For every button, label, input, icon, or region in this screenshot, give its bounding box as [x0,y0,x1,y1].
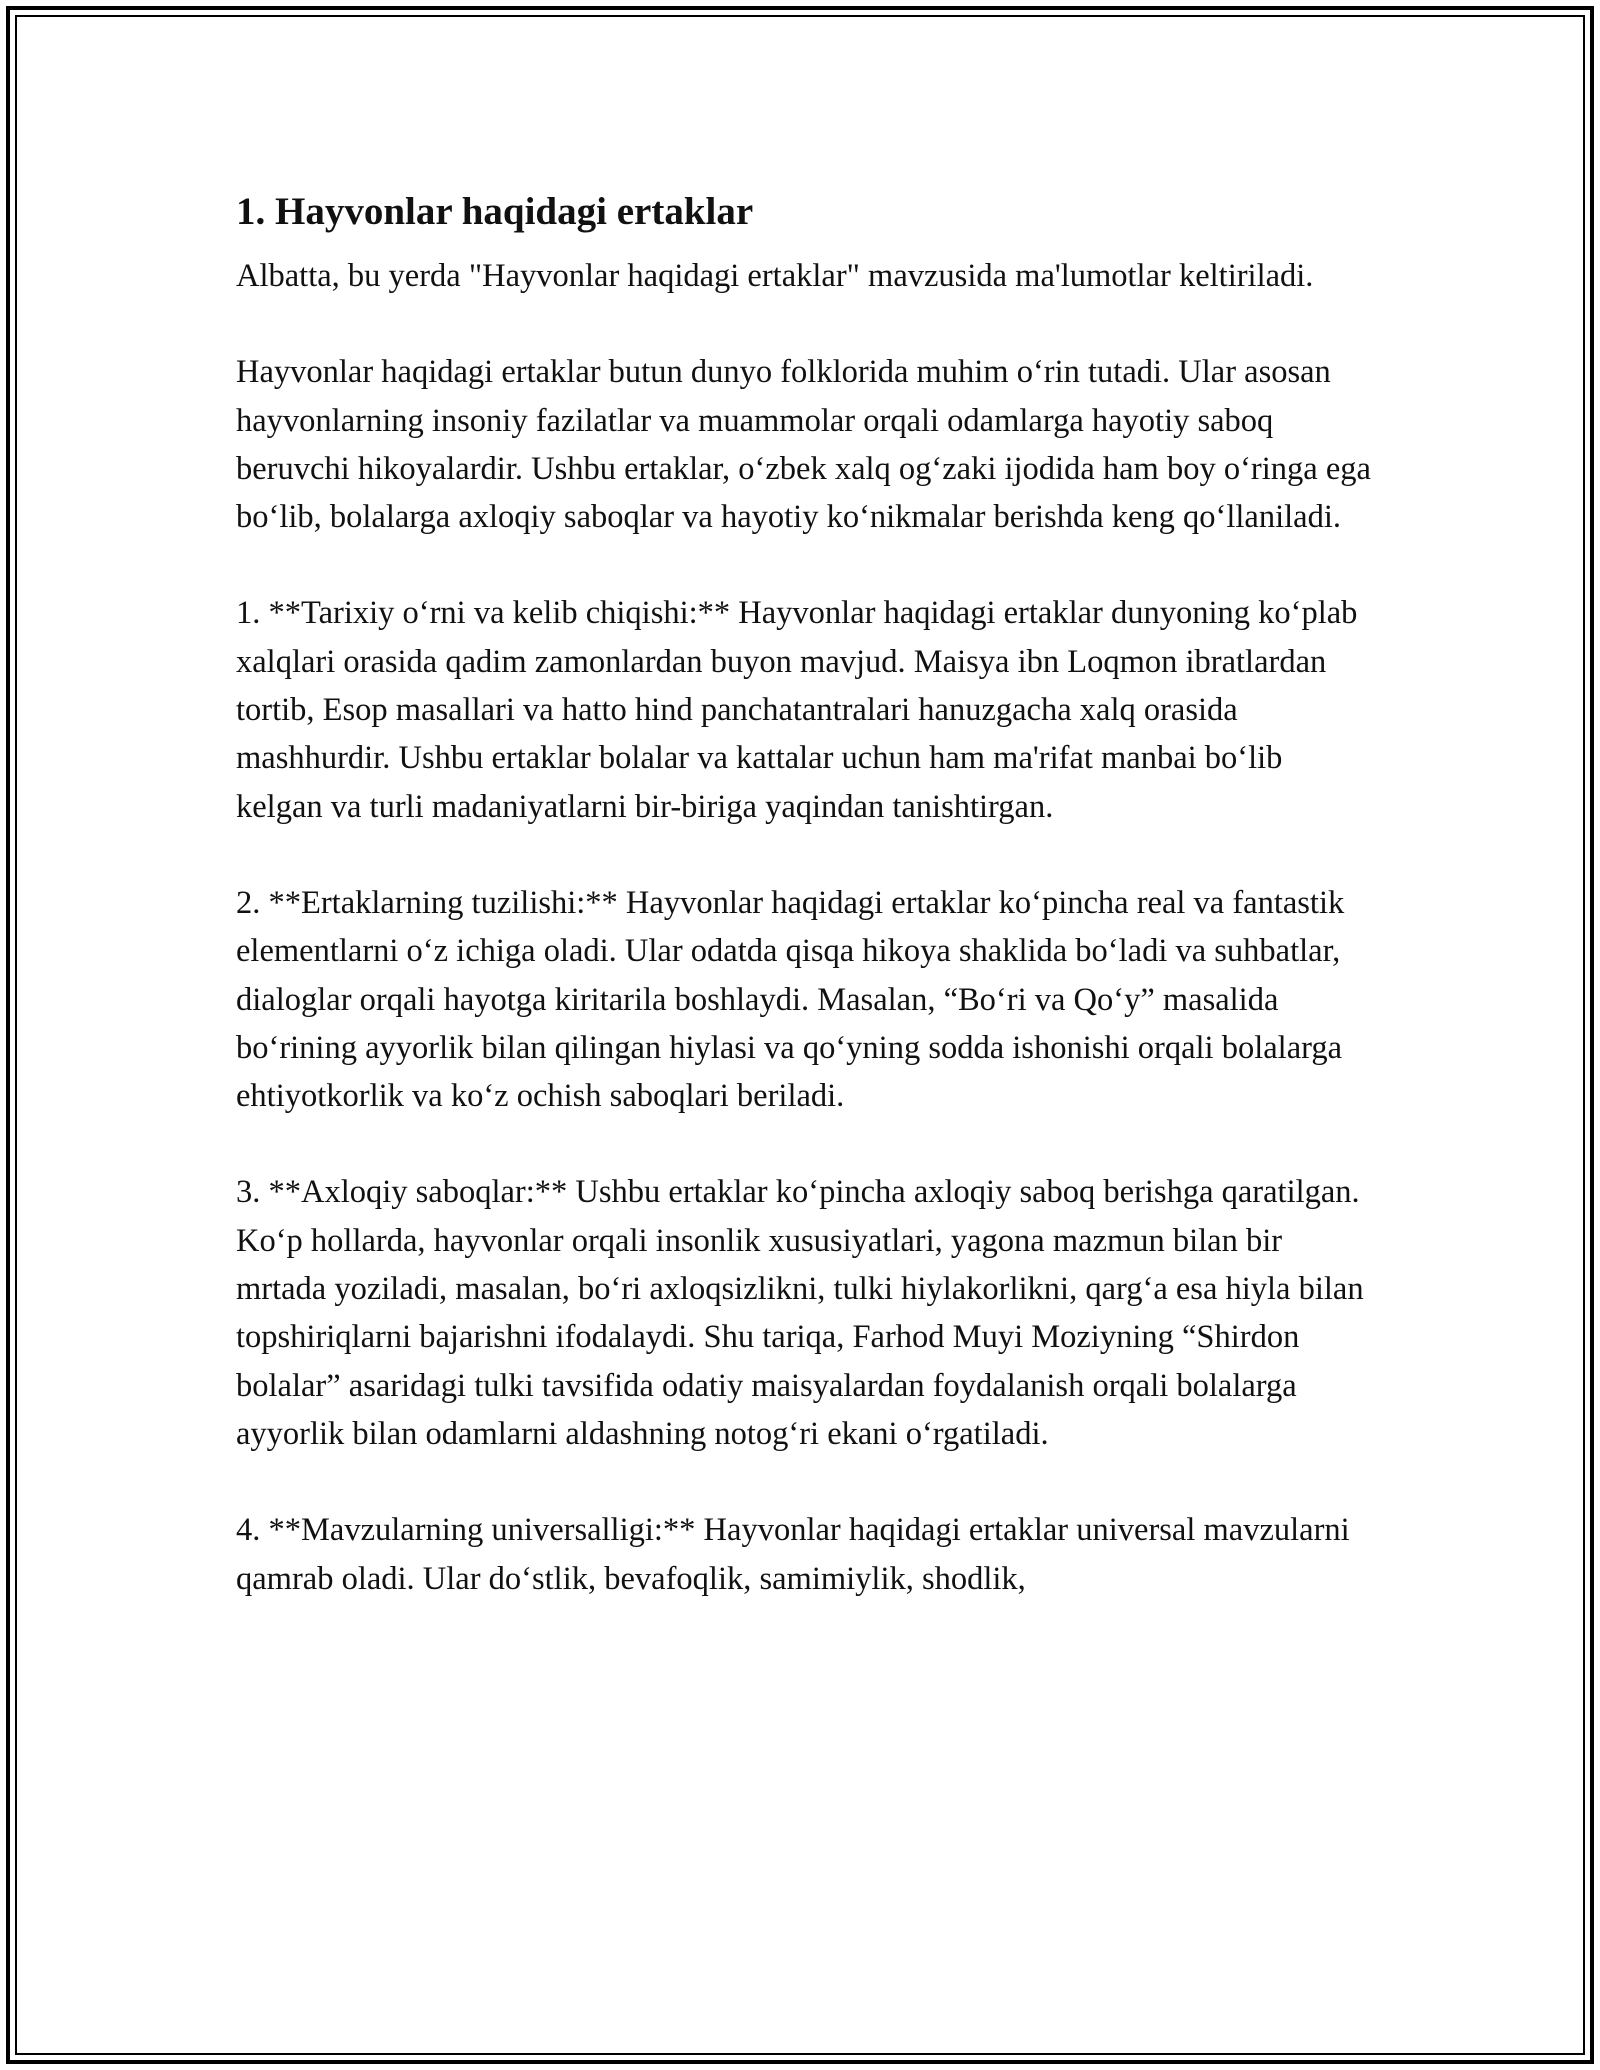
intro-paragraph: Albatta, bu yerda "Hayvonlar haqidagi ertaklar" mavzusida ma'lumotlar keltiriladi. [236,258,1314,294]
overview-paragraph: Hayvonlar haqidagi ertaklar butun dunyo folklorida muhim o‘rin tutadi. Ular asosan hayvonlarning insoniy fazilatlar va muammolar orqali odamlarga hayotiy saboq beruvchi hikoyalardir. Ushbu ertaklar, o‘zbek xalq og‘zaki ijodida ham boy o‘ringa ega bo‘lib, bolalarga axloqiy saboqlar va hayotiy ko‘nikmalar berishda keng qo‘llaniladi. [236,354,1371,536]
point-1-paragraph: 1. **Tarixiy o‘rni va kelib chiqishi:** Hayvonlar haqidagi ertaklar dunyoning ko‘plab xalqlari orasida qadim zamonlardan buyon mavjud. Maisya ibn Loqmon ibratlardan tortib, Esop masallari va hatto hind panchatantralari hanuzgacha xalq orasida mashhurdir. Ushbu ertaklar bolalar va kattalar uchun ham ma'rifat manbai bo‘lib kelgan va turli madaniyatlarni bir-biriga yaqindan tanishtirgan. [236,595,1358,825]
section-heading: 1. Hayvonlar haqidagi ertaklar [236,190,754,233]
point-4-paragraph: 4. **Mavzularning universalligi:** Hayvonlar haqidagi ertaklar universal mavzularni qamrab oladi. Ular do‘stlik, bevafoqlik, samimiylik, shodlik, [236,1512,1350,1597]
document-body [236,186,1376,1651]
point-2-paragraph: 2. **Ertaklarning tuzilishi:** Hayvonlar haqidagi ertaklar ko‘pincha real va fantastik elementlarni o‘z ichiga oladi. Ular odatda qisqa hikoya shaklida bo‘ladi va suhbatlar, dialoglar orqali hayotga kiritarila boshlaydi. Masalan, “Bo‘ri va Qo‘y” masalida bo‘rining ayyorlik bilan qilingan hiylasi va qo‘yning sodda ishonishi orqali bolalarga ehtiyotkorlik va ko‘z ochish saboqlari beriladi. [236,884,1345,1115]
point-3-paragraph: 3. **Axloqiy saboqlar:** Ushbu ertaklar ko‘pincha axloqiy saboq berishga qaratilgan. Ko‘p hollarda, hayvonlar orqali insonlik xususiyatlari, yagona mazmun bilan bir mrtada yoziladi, masalan, bo‘ri axloqsizlikni, tulki hiylakorlikni, qarg‘a esa hiyla bilan topshiriqlarni bajarishni ifodalaydi. Shu tariqa, Farhod Muyi Moziyning “Shirdon bolalar” asaridagi tulki tavsifida odatiy maisyalardan foydalanish orqali bolalarga ayyorlik bilan odamlarni aldashning notog‘ri ekani o‘rgatiladi. [236,1174,1364,1452]
